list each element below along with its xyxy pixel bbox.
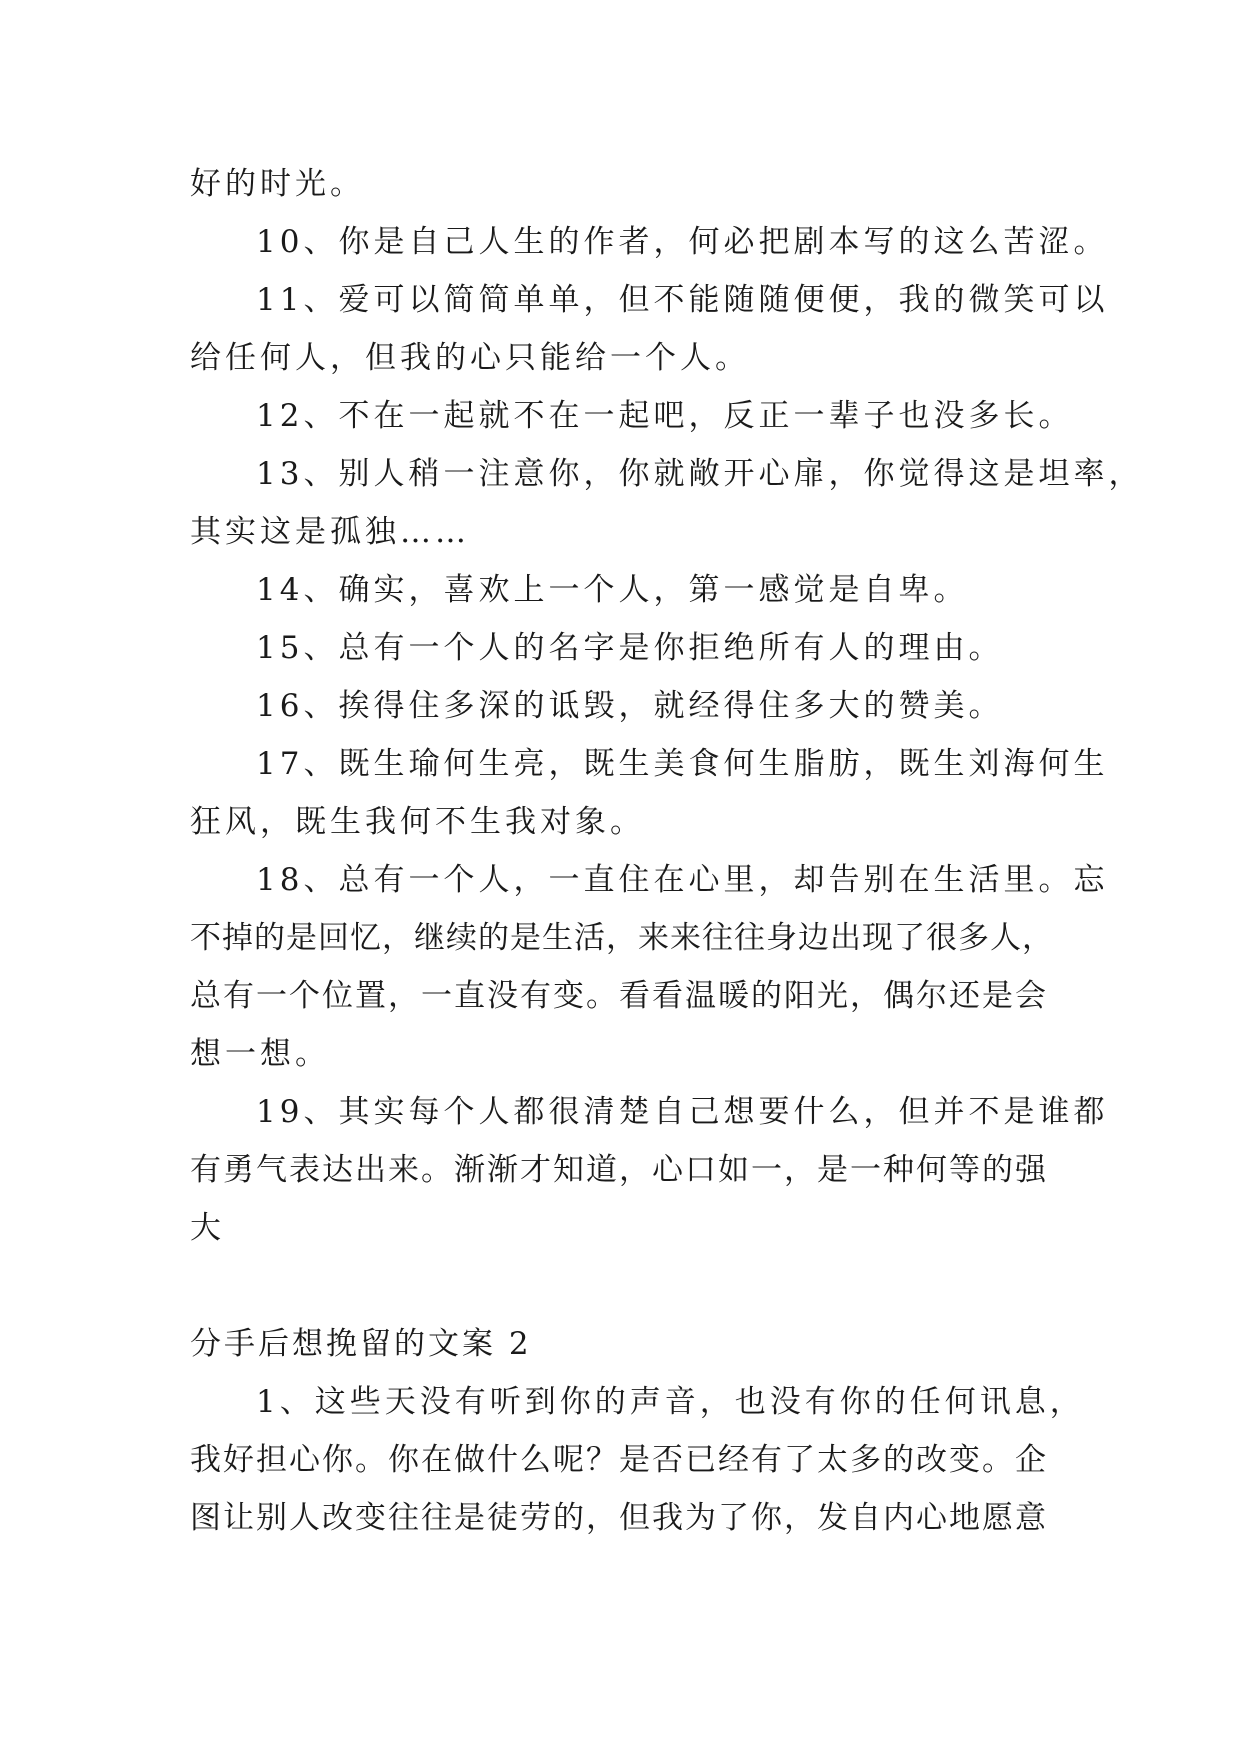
- text-line: 10、你是自己人生的作者，何必把剧本写的这么苦涩。: [256, 224, 1109, 260]
- text-line: 大: [190, 1210, 225, 1246]
- text-line: 13、别人稍一注意你，你就敞开心扉，你觉得这是坦率，: [256, 456, 1144, 492]
- text-line: 11、爱可以简简单单，但不能随随便便，我的微笑可以: [256, 282, 1109, 318]
- text-line: 15、总有一个人的名字是你拒绝所有人的理由。: [256, 630, 1004, 666]
- text-line: 狂风，既生我何不生我对象。: [190, 804, 645, 840]
- text-line: 想一想。: [190, 1036, 330, 1072]
- text-line: 不掉的是回忆，继续的是生活，来来往往身边出现了很多人，: [190, 920, 1054, 956]
- text-line: 1、这些天没有听到你的声音，也没有你的任何讯息，: [256, 1384, 1085, 1420]
- text-line: 好的时光。: [190, 166, 365, 202]
- text-line: 我好担心你。你在做什么呢？是否已经有了太多的改变。企: [190, 1442, 1048, 1478]
- text-line: 图让别人改变往往是徒劳的，但我为了你，发自内心地愿意: [190, 1500, 1048, 1536]
- text-line: 12、不在一起就不在一起吧，反正一辈子也没多长。: [256, 398, 1074, 434]
- text-line: 有勇气表达出来。渐渐才知道，心口如一，是一种何等的强: [190, 1152, 1048, 1188]
- text-line: 19、其实每个人都很清楚自己想要什么，但并不是谁都: [256, 1094, 1109, 1130]
- text-line: 14、确实，喜欢上一个人，第一感觉是自卑。: [256, 572, 969, 608]
- section-title: 分手后想挽留的文案 2: [190, 1326, 532, 1362]
- text-line: 18、总有一个人，一直住在心里，却告别在生活里。忘: [256, 862, 1109, 898]
- text-line: 总有一个位置，一直没有变。看看温暖的阳光，偶尔还是会: [190, 978, 1048, 1014]
- section-gap: [190, 1257, 1050, 1315]
- text-line: 16、挨得住多深的诋毁，就经得住多大的赞美。: [256, 688, 1004, 724]
- text-line: 给任何人，但我的心只能给一个人。: [190, 340, 750, 376]
- document-page: [190, 155, 1144, 1547]
- text-line: 其实这是孤独……: [190, 514, 470, 550]
- text-line: 17、既生瑜何生亮，既生美食何生脂肪，既生刘海何生: [256, 746, 1109, 782]
